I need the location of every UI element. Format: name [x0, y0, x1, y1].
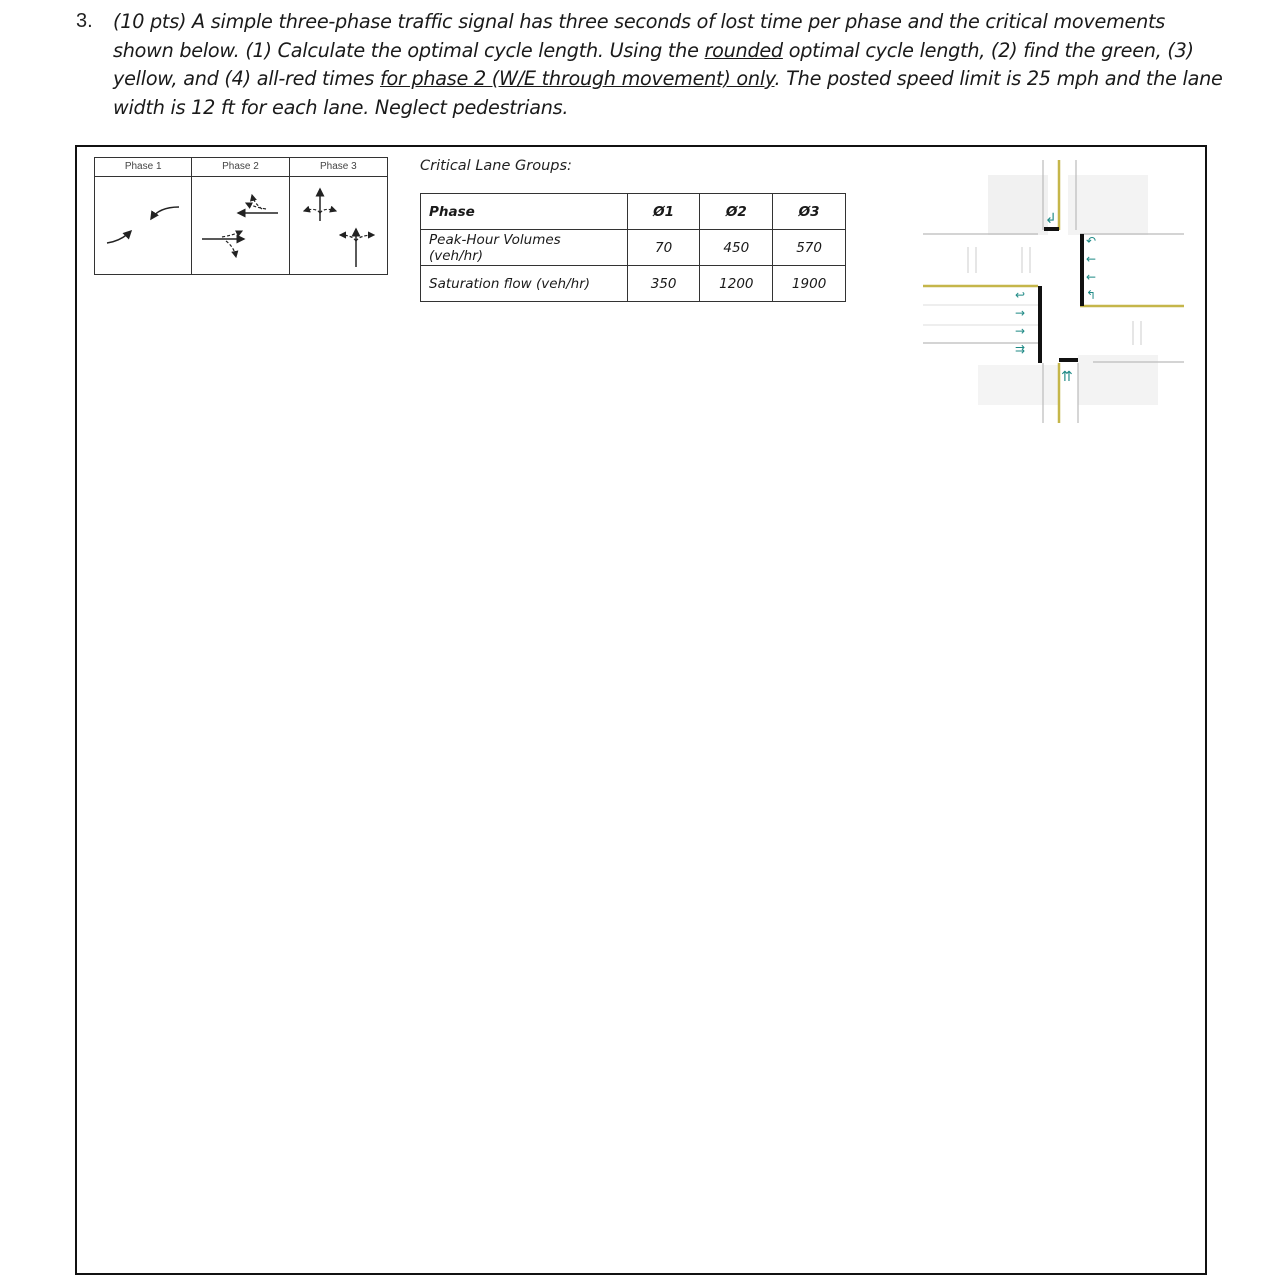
- volume-phase-3: 570: [773, 230, 846, 266]
- west-stop-bar: [1038, 286, 1042, 363]
- saturation-phase-1: 350: [627, 266, 700, 302]
- wb-lane-arrow-2-icon: ←: [1086, 252, 1097, 266]
- wb-lane-arrow-1-icon: ↶: [1086, 234, 1097, 248]
- table-row: [421, 266, 846, 302]
- eb-left-dashed-arrow-icon: [222, 231, 242, 237]
- wb-lane-arrow-4-icon: ↰: [1086, 288, 1097, 302]
- phase-header: Phase: [421, 194, 628, 230]
- phase-1-col: Ø1: [627, 194, 700, 230]
- phase-1-header: Phase 1: [95, 158, 192, 177]
- south-stop-bar: [1059, 358, 1078, 362]
- eb-lane-arrow-3-icon: →: [1015, 324, 1026, 338]
- wb-lane-arrow-3-icon: ←: [1086, 270, 1097, 284]
- phase-diagram: [94, 157, 388, 275]
- eb-left-arrow-icon: [107, 231, 131, 243]
- table-row: [421, 230, 846, 266]
- volume-phase-1: 70: [627, 230, 700, 266]
- eb-lane-arrow-1-icon: ↩: [1015, 288, 1026, 302]
- saturation-label: Saturation flow (veh/hr): [421, 266, 628, 302]
- nb-lane-arrow-icon: ⇈: [1061, 369, 1073, 385]
- east-stop-bar: [1080, 234, 1084, 306]
- underlined-rounded: rounded: [704, 38, 783, 62]
- question-text-part-2: optimal cycle length, (2) find the green, (3) yellow, and (4) all-red times: [113, 38, 1194, 90]
- eb-lane-arrow-2-icon: →: [1015, 306, 1026, 320]
- volumes-label: Peak-Hour Volumes (veh/hr): [421, 230, 628, 266]
- phase-2-movements: [192, 177, 289, 274]
- wb-left-arrow-icon: [151, 207, 179, 219]
- wb-right-arrow-icon: [252, 195, 262, 209]
- phase-2-col: Ø2: [700, 194, 773, 230]
- sb-lane-arrow-icon: ↲: [1045, 211, 1057, 227]
- eb-lane-arrow-4-icon: ⇉: [1015, 342, 1026, 356]
- intersection-diagram: [918, 155, 1188, 430]
- question-text-part-1: A simple three-phase traffic signal has three seconds of lost time per phase and the critical movements shown below. (1) Calculate the optimal cycle length. Using the: [113, 10, 1166, 62]
- nb-left-arrow-icon: [340, 235, 356, 241]
- table-header-row: [421, 194, 846, 230]
- saturation-phase-3: 1900: [773, 266, 846, 302]
- question-text-part-3: . The posted speed limit is 25 mph and the lane width is 12 ft for each lane. Neglect pedestrians.: [113, 67, 1223, 119]
- underlined-phase-2: for phase 2 (W/E through movement) only: [379, 67, 775, 90]
- critical-lane-groups-table: [420, 193, 846, 302]
- phase-3-movements: [290, 177, 387, 274]
- question-text: [113, 8, 1223, 122]
- critical-lane-groups-title: Critical Lane Groups:: [420, 158, 572, 174]
- phase-3-col: Ø3: [773, 194, 846, 230]
- north-stop-bar: [1044, 227, 1059, 231]
- question-number: 3.: [76, 10, 93, 32]
- sb-left-arrow-icon: [304, 209, 320, 213]
- phase-2-header: Phase 2: [192, 158, 289, 177]
- saturation-phase-2: 1200: [700, 266, 773, 302]
- phase-3-header: Phase 3: [290, 158, 387, 177]
- eb-right-arrow-icon: [226, 241, 236, 257]
- volume-phase-2: 450: [700, 230, 773, 266]
- sb-right-arrow-icon: [320, 209, 336, 213]
- points-label: (10 pts): [113, 10, 187, 33]
- phase-1-movements: [95, 177, 192, 274]
- nb-right-arrow-icon: [356, 235, 374, 241]
